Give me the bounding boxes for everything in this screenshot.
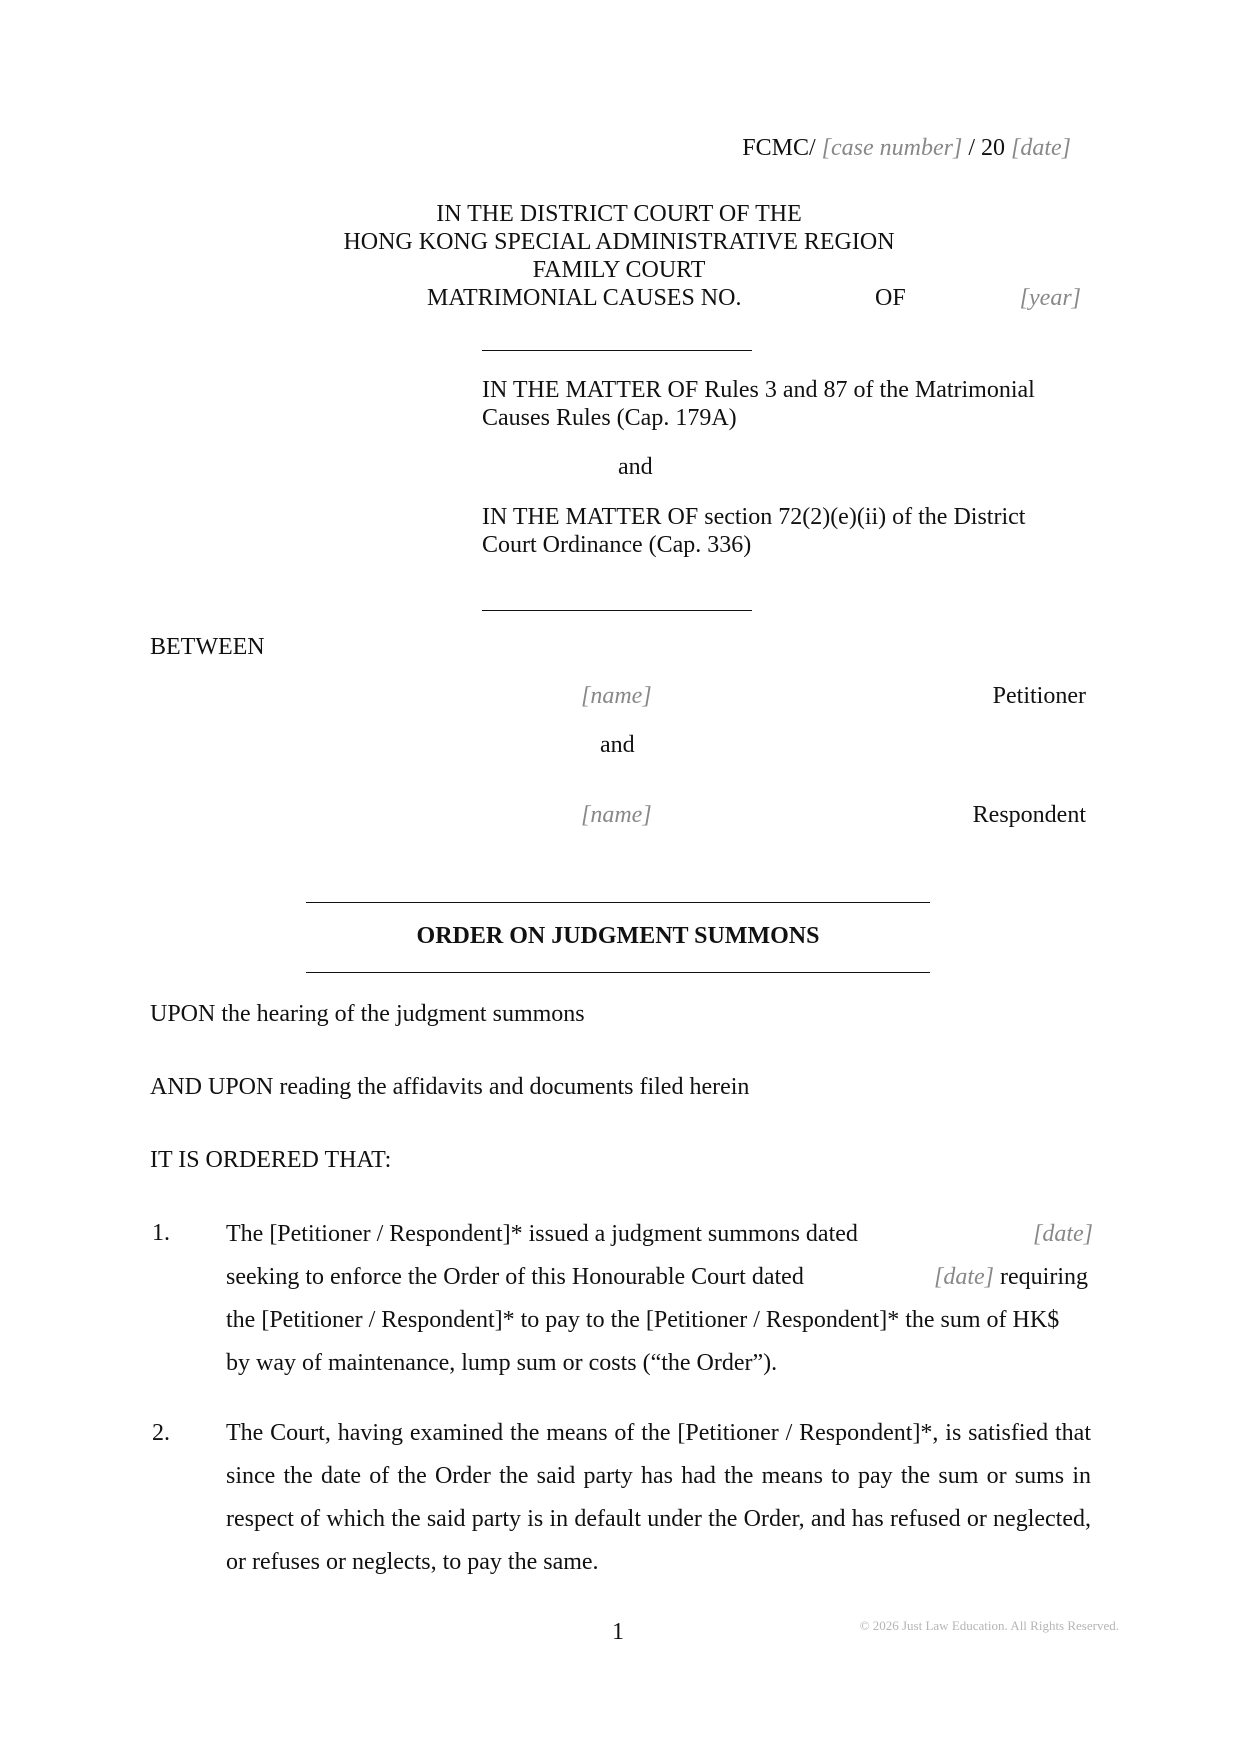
case-reference <box>742 134 1071 162</box>
respondent-name-placeholder: [name] <box>581 802 652 828</box>
recital-upon-reading: AND UPON reading the affidavits and documents filed herein <box>150 1074 750 1100</box>
paragraph-1-line-2: seeking to enforce the Order of this Honourable Court dated <box>226 1264 804 1290</box>
document-title: ORDER ON JUDGMENT SUMMONS <box>416 923 820 949</box>
case-number-placeholder: [case number] <box>821 135 963 161</box>
of-label: OF <box>875 285 906 311</box>
between-label: BETWEEN <box>150 634 265 660</box>
matter-divider-top <box>482 350 752 351</box>
recital-ordered: IT IS ORDERED THAT: <box>150 1147 392 1173</box>
matter-and: and <box>618 454 653 480</box>
summons-date-placeholder: [date] <box>1033 1221 1093 1247</box>
parties-and: and <box>600 732 635 758</box>
matter-1-line-1: IN THE MATTER OF Rules 3 and 87 of the Matrimonial <box>482 377 1035 403</box>
requiring-text: requiring <box>1000 1264 1088 1290</box>
matter-2-line-2: Court Ordinance (Cap. 336) <box>482 532 752 558</box>
matter-divider-bottom <box>482 610 752 611</box>
paragraph-1-line-3: the [Petitioner / Respondent]* to pay to the [Petitioner / Respondent]* the sum of HK$ <box>226 1307 1060 1333</box>
title-rule-bottom <box>306 972 930 973</box>
paragraph-1-line-4: by way of maintenance, lump sum or costs (“the Order”). <box>226 1350 778 1376</box>
paragraph-2-text: The Court, having examined the means of the [Petitioner / Respondent]*, is satisfied that since the date of the Order the said party has had the means to pay the sum or sums in respect of which the said party is in default under the Order, and has refused or neglected, or refuses or neglects, to pay the same. <box>226 1420 1091 1575</box>
matter-2-line-1: IN THE MATTER OF section 72(2)(e)(ii) of the District <box>482 504 1026 530</box>
case-date-placeholder: [date] <box>1011 135 1071 161</box>
petitioner-name-placeholder: [name] <box>581 683 652 709</box>
petitioner-label: Petitioner <box>992 683 1086 709</box>
court-line-3: FAMILY COURT <box>532 257 706 283</box>
matter-1-line-2: Causes Rules (Cap. 179A) <box>482 405 737 431</box>
paragraph-1-line-2-tail <box>934 1263 1088 1291</box>
year-placeholder: [year] <box>1019 285 1081 311</box>
order-date-placeholder: [date] <box>934 1264 995 1290</box>
causes-label: MATRIMONIAL CAUSES NO. <box>427 285 742 311</box>
recital-upon-hearing: UPON the hearing of the judgment summons <box>150 1001 585 1027</box>
case-ref-separator: / 20 <box>968 135 1005 161</box>
copyright-notice: © 2026 Just Law Education. All Rights Reserved. <box>859 1618 1119 1633</box>
paragraph-2-number: 2. <box>152 1420 170 1446</box>
paragraph-1-line-1: The [Petitioner / Respondent]* issued a judgment summons dated <box>226 1221 858 1247</box>
court-line-1: IN THE DISTRICT COURT OF THE <box>436 201 802 227</box>
paragraph-1-number: 1. <box>152 1220 170 1246</box>
title-rule-top <box>306 902 930 903</box>
respondent-label: Respondent <box>972 802 1086 828</box>
court-line-2: HONG KONG SPECIAL ADMINISTRATIVE REGION <box>343 229 895 255</box>
case-ref-prefix: FCMC/ <box>742 135 816 161</box>
page-number: 1 <box>612 1619 624 1645</box>
